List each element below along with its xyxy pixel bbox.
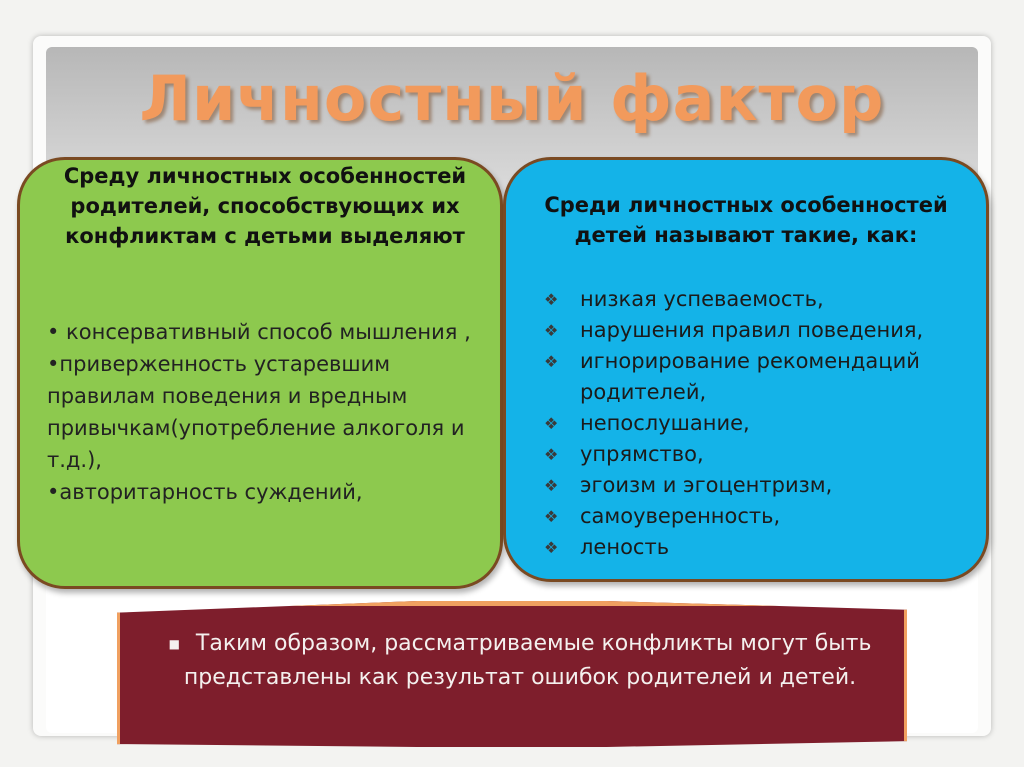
- list-item-label: игнорирование рекомендаций родителей,: [580, 349, 920, 404]
- slide-title: Личностный фактор: [139, 62, 885, 135]
- square-bullet-icon: ■: [168, 637, 180, 651]
- conclusion-label: Таким образом, рассматриваемые конфликты могут быть представлены как результат ошибок родителей и детей.: [183, 631, 872, 690]
- list-item-label: леность: [580, 535, 670, 559]
- conclusion-text: [140, 627, 900, 695]
- list-item: [536, 315, 976, 346]
- list-item: [536, 532, 976, 563]
- children-features-box: [503, 157, 989, 582]
- diamond-cluster-icon: ❖: [544, 476, 559, 495]
- list-item: [536, 284, 976, 315]
- list-item-label: упрямство,: [580, 442, 704, 466]
- list-item: [536, 346, 976, 408]
- parents-features-box: [17, 157, 503, 589]
- parents-features-list: [47, 316, 487, 508]
- parents-features-heading: Среду личностных особенностей родителей, способствующих их конфликтам с детьми выделяют: [63, 164, 467, 248]
- list-item: • консервативный способ мышления ,: [47, 320, 471, 344]
- list-item-label: непослушание,: [580, 411, 750, 435]
- list-item-label: нарушения правил поведения,: [580, 318, 924, 342]
- list-item: [536, 470, 976, 501]
- diamond-cluster-icon: ❖: [544, 445, 559, 464]
- children-features-list: [536, 284, 976, 563]
- list-item-label: низкая успеваемость,: [580, 287, 824, 311]
- diamond-cluster-icon: ❖: [544, 321, 559, 340]
- diamond-cluster-icon: ❖: [544, 352, 559, 371]
- list-item: [536, 439, 976, 470]
- list-item: [536, 501, 976, 532]
- diamond-cluster-icon: ❖: [544, 507, 559, 526]
- list-item: [536, 408, 976, 439]
- children-features-heading: Среди личностных особенностей детей называют такие, как:: [544, 193, 948, 247]
- diamond-cluster-icon: ❖: [544, 290, 559, 309]
- list-item-label: эгоизм и эгоцентризм,: [580, 473, 833, 497]
- list-item: •авторитарность суждений,: [47, 480, 363, 504]
- list-item-label: самоуверенность,: [580, 504, 781, 528]
- diamond-cluster-icon: ❖: [544, 414, 559, 433]
- diamond-cluster-icon: ❖: [544, 538, 559, 557]
- list-item: •приверженность устаревшим правилам поведения и вредным привычкам(употребление алкоголя и т.д.),: [47, 352, 465, 472]
